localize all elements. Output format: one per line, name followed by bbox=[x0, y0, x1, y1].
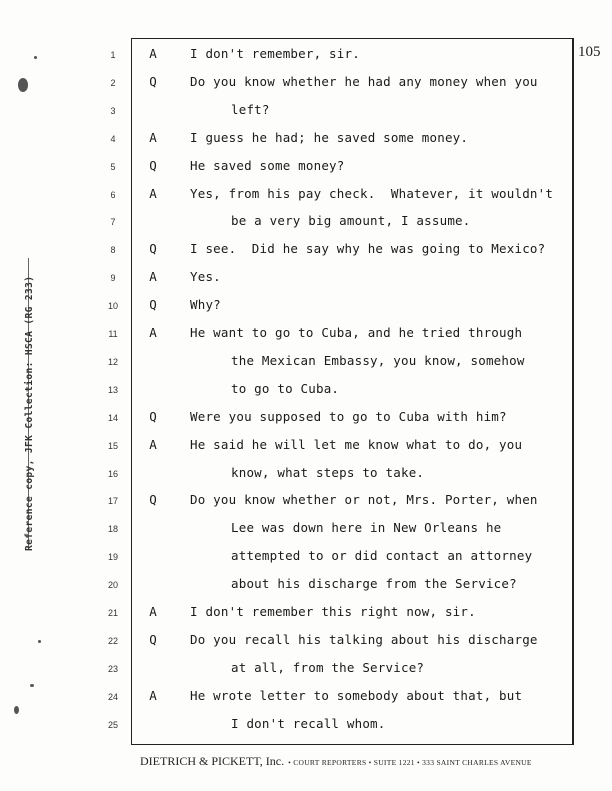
line-number: 14 bbox=[107, 412, 118, 423]
speaker-label: Q bbox=[149, 241, 157, 257]
line-text: He saved some money? bbox=[190, 157, 345, 173]
speaker-label: Q bbox=[149, 297, 157, 313]
transcript-line bbox=[0, 291, 612, 319]
speaker-label: A bbox=[149, 269, 157, 285]
line-number: 17 bbox=[107, 496, 118, 507]
transcript-line bbox=[0, 598, 612, 626]
speaker-label: Q bbox=[149, 157, 157, 173]
line-text: Do you recall his talking about his discharge bbox=[190, 631, 538, 647]
scan-speck bbox=[30, 684, 34, 687]
speaker-label: Q bbox=[149, 408, 157, 424]
line-number: 24 bbox=[107, 691, 118, 702]
speaker-label: Q bbox=[149, 492, 157, 508]
line-text: be a very big amount, I assume. bbox=[231, 213, 471, 229]
page-number: 105 bbox=[578, 44, 601, 60]
line-number: 13 bbox=[107, 384, 118, 395]
transcript-line bbox=[0, 486, 612, 514]
line-text: He want to go to Cuba, and he tried through bbox=[190, 325, 523, 340]
line-text: to go to Cuba. bbox=[231, 380, 340, 396]
transcript-line bbox=[0, 626, 612, 654]
line-number: 1 bbox=[110, 50, 116, 60]
transcript-line bbox=[0, 375, 612, 403]
line-number: 12 bbox=[107, 356, 118, 367]
transcript-line bbox=[0, 347, 612, 375]
speaker-label: Q bbox=[149, 631, 157, 647]
line-number: 7 bbox=[110, 217, 116, 228]
transcript-line bbox=[0, 403, 612, 431]
transcript-line bbox=[0, 235, 612, 263]
transcript-line bbox=[0, 124, 612, 152]
line-text: I don't remember this right now, sir. bbox=[190, 604, 476, 619]
transcript-line bbox=[0, 431, 612, 459]
transcript-line bbox=[0, 710, 612, 738]
line-number: 18 bbox=[107, 524, 118, 535]
line-text: Do you know whether he had any money when you bbox=[190, 73, 538, 89]
line-text: at all, from the Service? bbox=[231, 659, 425, 675]
transcript-line bbox=[0, 542, 612, 570]
speaker-label: A bbox=[149, 436, 157, 452]
line-number: 22 bbox=[107, 635, 118, 646]
line-number: 16 bbox=[107, 468, 118, 479]
speaker-label: A bbox=[149, 325, 157, 340]
line-number: 10 bbox=[107, 301, 118, 312]
footer-firm: DIETRICH & PICKETT, Inc. bbox=[140, 754, 285, 768]
transcript-line bbox=[0, 40, 612, 68]
transcript-line bbox=[0, 570, 612, 598]
line-number: 20 bbox=[107, 580, 118, 591]
speaker-label: A bbox=[149, 185, 157, 201]
line-text: I guess he had; he saved some money. bbox=[190, 129, 469, 145]
line-number: 25 bbox=[107, 719, 118, 730]
line-number: 23 bbox=[107, 663, 118, 674]
transcript-line bbox=[0, 263, 612, 291]
scan-speck bbox=[34, 56, 37, 59]
speaker-label: A bbox=[149, 129, 157, 145]
transcript-line bbox=[0, 682, 612, 710]
scan-speck bbox=[14, 706, 19, 714]
transcript-line bbox=[0, 68, 612, 96]
line-text: about his discharge from the Service? bbox=[231, 576, 517, 592]
line-text: know, what steps to take. bbox=[231, 464, 425, 480]
transcript-line bbox=[0, 654, 612, 682]
line-text: He wrote letter to somebody about that, but bbox=[190, 687, 523, 703]
line-text: I don't recall whom. bbox=[231, 715, 386, 731]
transcript-line bbox=[0, 319, 612, 347]
speaker-label: A bbox=[149, 687, 157, 703]
line-number: 4 bbox=[110, 133, 116, 144]
transcript-line bbox=[0, 459, 612, 487]
transcript-line bbox=[0, 514, 612, 542]
speaker-label: Q bbox=[149, 73, 157, 89]
scan-speck bbox=[18, 78, 28, 92]
line-text: Do you know whether or not, Mrs. Porter, when bbox=[190, 492, 538, 508]
line-number: 9 bbox=[110, 273, 116, 284]
line-text: I don't remember, sir. bbox=[190, 46, 360, 61]
line-number: 6 bbox=[110, 189, 116, 200]
line-text: the Mexican Embassy, you know, somehow bbox=[231, 352, 525, 368]
line-number: 5 bbox=[110, 161, 116, 172]
line-number: 15 bbox=[107, 440, 118, 451]
transcript-line bbox=[0, 152, 612, 180]
line-number: 8 bbox=[110, 245, 116, 256]
speaker-label: A bbox=[149, 604, 157, 619]
line-text: I see. Did he say why he was going to Mexico? bbox=[190, 241, 546, 257]
footer bbox=[140, 752, 580, 770]
transcript-line bbox=[0, 207, 612, 235]
speaker-label: A bbox=[149, 46, 157, 61]
line-text: He said he will let me know what to do, you bbox=[190, 436, 523, 452]
footer-address: • COURT REPORTERS • SUITE 1221 • 333 SAINT CHARLES AVENUE bbox=[288, 758, 532, 767]
line-text: Why? bbox=[190, 297, 221, 313]
line-text: Yes. bbox=[190, 269, 221, 285]
line-text: Lee was down here in New Orleans he bbox=[231, 520, 502, 536]
scan-speck bbox=[38, 640, 41, 643]
transcript-line bbox=[0, 96, 612, 124]
line-number: 3 bbox=[110, 105, 116, 116]
line-text: Yes, from his pay check. Whatever, it wouldn't bbox=[190, 185, 554, 201]
line-number: 21 bbox=[107, 608, 118, 618]
transcript-line bbox=[0, 180, 612, 208]
line-number: 19 bbox=[107, 552, 118, 563]
line-text: left? bbox=[231, 101, 270, 117]
line-text: attempted to or did contact an attorney bbox=[231, 548, 533, 564]
archive-stamp: Reference copy, JFK Collection: HSCA (RG 233) bbox=[24, 275, 35, 551]
line-number: 2 bbox=[110, 77, 116, 88]
line-number: 11 bbox=[108, 329, 118, 339]
line-text: Were you supposed to go to Cuba with him? bbox=[190, 408, 507, 424]
